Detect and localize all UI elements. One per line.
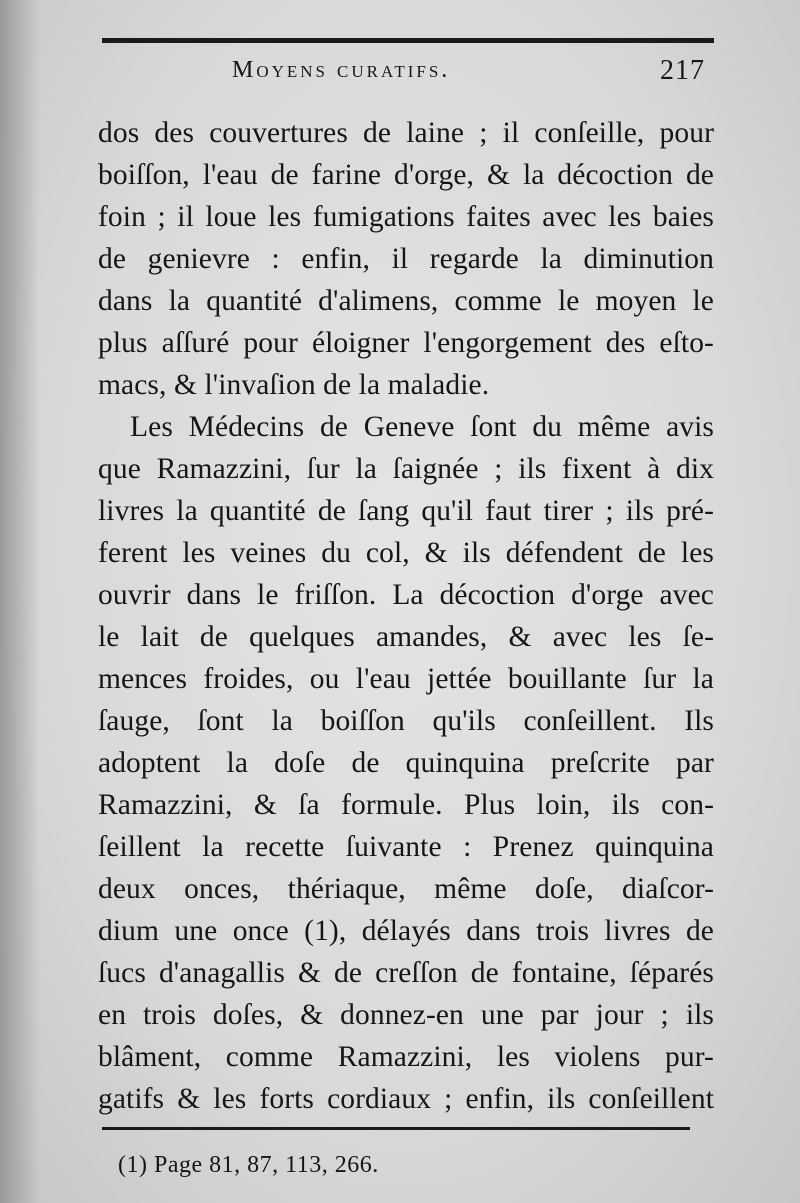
text-line: dium une once (1), délayés dans trois livres de xyxy=(98,915,714,947)
text-line: de genievre : enfin, il regarde la diminution xyxy=(98,243,714,275)
footnote-rule xyxy=(102,1127,690,1130)
text-line: ſucs d'anagallis & de creſſon de fontaine, ſéparés xyxy=(98,957,714,989)
text-line: le lait de quelques amandes, & avec les ſe- xyxy=(98,621,714,653)
text-line: mences froides, ou l'eau jettée bouillante ſur la xyxy=(98,663,714,695)
footnote: (1) Page 81, 87, 113, 266. xyxy=(118,1152,379,1178)
binding-shadow xyxy=(0,0,40,1203)
header-rule xyxy=(102,38,714,43)
text-line: livres la quantité de ſang qu'il faut tirer ; ils pré- xyxy=(98,495,714,527)
text-line: boiſſon, l'eau de farine d'orge, & la décoction de xyxy=(98,159,714,191)
text-line: macs, & l'invaſion de la maladie. xyxy=(98,369,490,401)
paragraph-first-line: Les Médecins de Geneve ſont du même avis xyxy=(130,411,714,443)
text-line: plus aſſuré pour éloigner l'engorgement des eſto- xyxy=(98,327,714,359)
text-line: ouvrir dans le friſſon. La décoction d'orge avec xyxy=(98,579,714,611)
text-line: ſauge, ſont la boiſſon qu'ils conſeillent. Ils xyxy=(98,705,714,737)
text-line: foin ; il loue les fumigations faites avec les baies xyxy=(98,201,714,233)
text-line: Ramazzini, & ſa formule. Plus loin, ils con- xyxy=(98,789,714,821)
text-line: ſeillent la recette ſuivante : Prenez quinquina xyxy=(98,831,714,863)
text-line: ferent les veines du col, & ils défendent de les xyxy=(98,537,714,569)
text-line: que Ramazzini, ſur la ſaignée ; ils fixent à dix xyxy=(98,453,714,485)
text-line: blâment, comme Ramazzini, les violens pur- xyxy=(98,1041,714,1073)
text-line: dos des couvertures de laine ; il conſeille, pour xyxy=(98,117,714,149)
text-line: adoptent la doſe de quinquina preſcrite par xyxy=(98,747,714,779)
text-line: en trois doſes, & donnez-en une par jour ; ils xyxy=(98,999,714,1031)
text-line: dans la quantité d'alimens, comme le moyen le xyxy=(98,285,714,317)
text-line: deux onces, thériaque, même doſe, diaſcor- xyxy=(98,873,714,905)
running-head: Moyens curatifs. xyxy=(232,57,451,83)
page-number: 217 xyxy=(660,55,705,86)
text-line: gatifs & les forts cordiaux ; enfin, ils conſeillent xyxy=(98,1083,714,1115)
